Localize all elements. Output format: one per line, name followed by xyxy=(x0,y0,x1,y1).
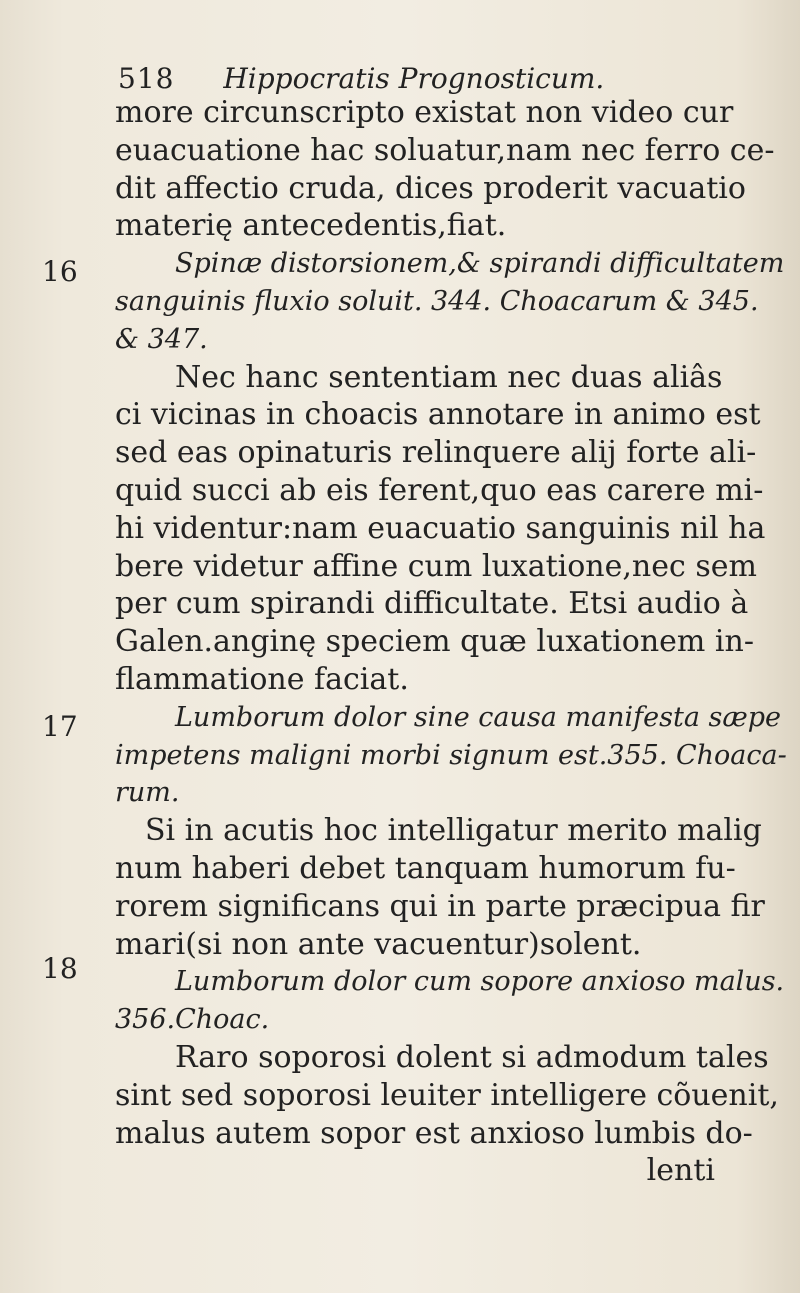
text-line: Galen.anginę speciem quæ luxationem in- xyxy=(115,624,754,660)
text-line: num haberi debet tanquam humorum fu- xyxy=(115,850,736,886)
margin-number-17: 17 xyxy=(42,710,78,743)
text-line: Lumborum dolor cum sopore anxioso malus. xyxy=(175,966,785,998)
text-line: impetens maligni morbi signum est.355. Choaca- xyxy=(115,739,787,771)
text-line: rorem significans qui in parte præcipua fir xyxy=(115,888,765,924)
text-line: more circunscripto existat non video cur xyxy=(115,95,734,130)
text-line: lenti xyxy=(646,1153,715,1189)
text-line: bere videtur affine cum luxatione,nec sem xyxy=(115,548,757,584)
text-line: Nec hanc sententiam nec duas aliâs xyxy=(175,359,723,395)
text-line: sint sed soporosi leuiter intelligere cõuenit, xyxy=(115,1077,779,1113)
text-line: sed eas opinaturis relinquere alij forte ali- xyxy=(115,435,757,471)
text-line: Spinæ distorsionem,& spirandi difficultatem xyxy=(175,248,785,280)
body-text xyxy=(115,94,787,1190)
text-line: Si in acutis hoc intelligatur merito malig xyxy=(145,813,762,849)
margin-number-18: 18 xyxy=(42,952,78,985)
running-title: Hippocratis Prognosticum. xyxy=(223,62,605,95)
page-number: 518 xyxy=(118,62,175,95)
text-line: dit affectio cruda, dices proderit vacuatio xyxy=(115,170,746,206)
text-line: per cum spirandi difficultate. Etsi audio à xyxy=(115,586,749,622)
text-line: Raro soporosi dolent si admodum tales xyxy=(175,1039,769,1075)
text-line: ci vicinas in choacis annotare in animo est xyxy=(115,397,761,433)
text-line: hi videntur:nam euacuatio sanguinis nil ha xyxy=(115,510,766,546)
text-line: malus autem sopor est anxioso lumbis do- xyxy=(115,1115,753,1151)
text-line: flammatione faciat. xyxy=(115,661,409,697)
text-line: Lumborum dolor sine causa manifesta sæpe xyxy=(175,701,782,733)
text-line: materię antecedentis,fiat. xyxy=(115,208,507,244)
text-line: 356.Choac. xyxy=(115,1004,270,1036)
text-line: mari(si non ante vacuentur)solent. xyxy=(115,926,642,962)
text-line: euacuatione hac soluatur,nam nec ferro ce- xyxy=(115,132,775,168)
text-line: & 347. xyxy=(115,323,208,355)
running-header xyxy=(118,62,604,95)
text-line: sanguinis fluxio soluit. 344. Choacarum & 345. xyxy=(115,285,759,317)
margin-number-16: 16 xyxy=(42,255,78,288)
text-line: quid succi ab eis ferent,quo eas carere mi- xyxy=(115,472,764,508)
text-line: rum. xyxy=(115,777,180,809)
